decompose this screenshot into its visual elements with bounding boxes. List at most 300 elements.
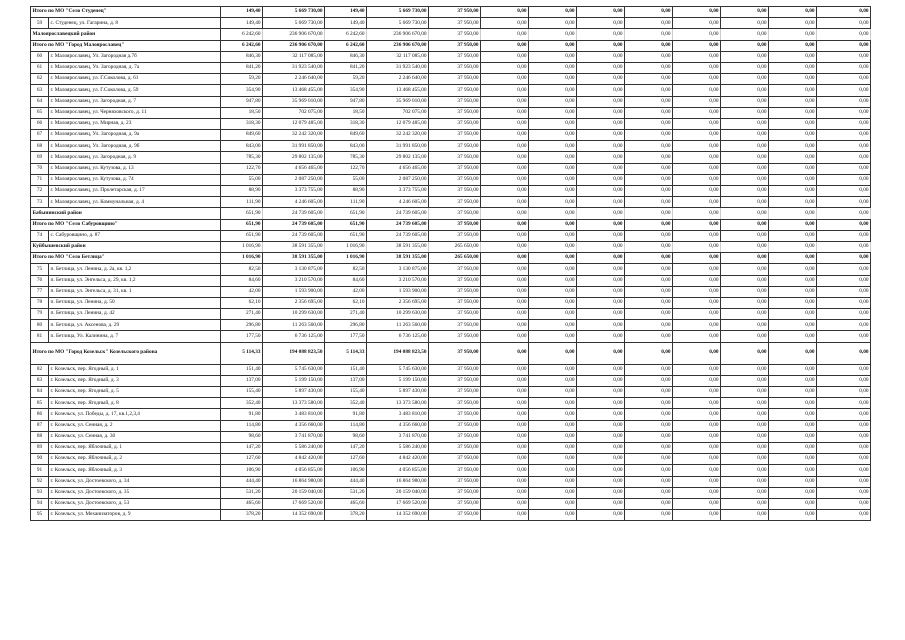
value-cell: 37 950,00 xyxy=(429,230,481,241)
address-cell: п. Бетлица, ул. Ленина, д. 50 xyxy=(49,297,221,308)
value-cell: 0,00 xyxy=(817,74,871,85)
value-cell: 0,00 xyxy=(625,241,673,252)
value-cell: 20 159 040,00 xyxy=(263,487,325,498)
value-cell: 5 669 730,00 xyxy=(367,7,429,18)
value-cell: 122,70 xyxy=(325,163,367,174)
value-cell: 5 745 630,00 xyxy=(263,364,325,375)
value-cell: 42,00 xyxy=(325,286,367,297)
value-cell: 0,00 xyxy=(673,241,721,252)
value-cell: 0,00 xyxy=(481,364,529,375)
value-cell: 0,00 xyxy=(529,275,577,286)
value-cell: 37 950,00 xyxy=(429,398,481,409)
row-number: 80 xyxy=(31,320,49,331)
value-cell: 0,00 xyxy=(529,331,577,342)
value-cell: 32 117 085,00 xyxy=(263,51,325,62)
table-row xyxy=(31,420,871,431)
table-row xyxy=(31,320,871,331)
value-cell: 5 114,33 xyxy=(221,342,263,364)
row-number: 76 xyxy=(31,275,49,286)
value-cell: 0,00 xyxy=(625,498,673,509)
value-cell: 0,00 xyxy=(625,74,673,85)
value-cell: 0,00 xyxy=(721,487,769,498)
row-number: 90 xyxy=(31,454,49,465)
value-cell: 0,00 xyxy=(577,487,625,498)
value-cell: 0,00 xyxy=(721,320,769,331)
district-label: Бабынинский район xyxy=(31,208,221,219)
address-cell: г. Малоярославец, ул. Мирная, д. 23 xyxy=(49,118,221,129)
value-cell: 0,00 xyxy=(769,96,817,107)
value-cell: 352,40 xyxy=(221,398,263,409)
value-cell: 32 242 320,00 xyxy=(263,130,325,141)
address-cell: г. Малоярославец, ул. Загородная, д. 7 xyxy=(49,96,221,107)
value-cell: 0,00 xyxy=(817,163,871,174)
value-cell: 155,40 xyxy=(221,387,263,398)
value-cell: 0,00 xyxy=(817,364,871,375)
value-cell: 0,00 xyxy=(481,118,529,129)
value-cell: 137,00 xyxy=(325,375,367,386)
value-cell: 24 739 605,00 xyxy=(367,219,429,230)
value-cell: 0,00 xyxy=(817,186,871,197)
value-cell: 0,00 xyxy=(481,230,529,241)
value-cell: 0,00 xyxy=(529,420,577,431)
value-cell: 0,00 xyxy=(529,18,577,29)
value-cell: 0,00 xyxy=(577,454,625,465)
value-cell: 6 736 125,00 xyxy=(263,331,325,342)
value-cell: 151,40 xyxy=(221,364,263,375)
value-cell: 0,00 xyxy=(625,342,673,364)
table-row xyxy=(31,454,871,465)
value-cell: 296,80 xyxy=(325,320,367,331)
district-row xyxy=(31,208,871,219)
value-cell: 0,00 xyxy=(721,465,769,476)
value-cell: 0,00 xyxy=(529,465,577,476)
table-row xyxy=(31,96,871,107)
table-row xyxy=(31,85,871,96)
row-number: 61 xyxy=(31,62,49,73)
value-cell: 651,90 xyxy=(221,219,263,230)
value-cell: 16 864 980,00 xyxy=(367,476,429,487)
row-number: 68 xyxy=(31,141,49,152)
value-cell: 37 950,00 xyxy=(429,29,481,40)
value-cell: 0,00 xyxy=(529,40,577,51)
value-cell: 0,00 xyxy=(577,264,625,275)
value-cell: 0,00 xyxy=(673,130,721,141)
value-cell: 62,10 xyxy=(325,297,367,308)
value-cell: 0,00 xyxy=(481,40,529,51)
row-number: 66 xyxy=(31,118,49,129)
value-cell: 0,00 xyxy=(673,364,721,375)
value-cell: 0,00 xyxy=(529,219,577,230)
address-cell: г. Малоярославец, ул. Г.Соколова, д. 59 xyxy=(49,85,221,96)
value-cell: 14 352 690,00 xyxy=(367,510,429,521)
value-cell: 0,00 xyxy=(481,387,529,398)
address-cell: г. Козельск, пер. Яблочный, д. 2 xyxy=(49,454,221,465)
value-cell: 0,00 xyxy=(769,465,817,476)
value-cell: 2 246 640,00 xyxy=(367,74,429,85)
value-cell: 1 593 900,00 xyxy=(263,286,325,297)
row-number: 86 xyxy=(31,409,49,420)
value-cell: 0,00 xyxy=(577,74,625,85)
subtotal-label: Итого по МО "Село Бетлица" xyxy=(31,253,221,264)
value-cell: 0,00 xyxy=(625,197,673,208)
value-cell: 0,00 xyxy=(673,152,721,163)
value-cell: 0,00 xyxy=(721,297,769,308)
value-cell: 0,00 xyxy=(529,96,577,107)
value-cell: 0,00 xyxy=(673,420,721,431)
value-cell: 0,00 xyxy=(529,7,577,18)
address-cell: п. Бетлица, ул. Ленина, д. 42 xyxy=(49,309,221,320)
value-cell: 0,00 xyxy=(577,197,625,208)
value-cell: 5 669 730,00 xyxy=(367,18,429,29)
value-cell: 31 991 850,00 xyxy=(263,141,325,152)
value-cell: 127,60 xyxy=(221,454,263,465)
value-cell: 4 656 465,00 xyxy=(367,163,429,174)
value-cell: 0,00 xyxy=(721,62,769,73)
value-cell: 0,00 xyxy=(673,454,721,465)
value-cell: 0,00 xyxy=(817,40,871,51)
value-cell: 5 897 430,00 xyxy=(367,387,429,398)
value-cell: 0,00 xyxy=(817,331,871,342)
value-cell: 0,00 xyxy=(769,130,817,141)
value-cell: 37 950,00 xyxy=(429,510,481,521)
value-cell: 444,40 xyxy=(325,476,367,487)
value-cell: 0,00 xyxy=(529,230,577,241)
table-row xyxy=(31,152,871,163)
value-cell: 24 739 605,00 xyxy=(263,230,325,241)
address-cell: г. Малоярославец, ул. Кутузова, д. 13 xyxy=(49,163,221,174)
value-cell: 0,00 xyxy=(817,62,871,73)
value-cell: 0,00 xyxy=(817,286,871,297)
value-cell: 0,00 xyxy=(481,476,529,487)
table-row xyxy=(31,74,871,85)
value-cell: 2 356 695,00 xyxy=(367,297,429,308)
value-cell: 352,40 xyxy=(325,398,367,409)
value-cell: 465,60 xyxy=(325,498,367,509)
value-cell: 24 739 605,00 xyxy=(263,208,325,219)
value-cell: 0,00 xyxy=(481,74,529,85)
value-cell: 0,00 xyxy=(577,253,625,264)
value-cell: 0,00 xyxy=(481,375,529,386)
value-cell: 29 802 135,00 xyxy=(367,152,429,163)
value-cell: 0,00 xyxy=(577,96,625,107)
value-cell: 0,00 xyxy=(529,74,577,85)
value-cell: 0,00 xyxy=(625,465,673,476)
value-cell: 0,00 xyxy=(529,398,577,409)
value-cell: 6 242,60 xyxy=(325,40,367,51)
value-cell: 0,00 xyxy=(673,286,721,297)
value-cell: 5 745 630,00 xyxy=(367,364,429,375)
value-cell: 111,90 xyxy=(325,197,367,208)
value-cell: 1 016,90 xyxy=(221,253,263,264)
value-cell: 0,00 xyxy=(481,96,529,107)
value-cell: 0,00 xyxy=(721,253,769,264)
value-cell: 0,00 xyxy=(673,409,721,420)
value-cell: 0,00 xyxy=(769,387,817,398)
value-cell: 0,00 xyxy=(577,498,625,509)
value-cell: 265 650,00 xyxy=(429,241,481,252)
value-cell: 0,00 xyxy=(481,286,529,297)
value-cell: 0,00 xyxy=(769,364,817,375)
value-cell: 0,00 xyxy=(481,219,529,230)
value-cell: 0,00 xyxy=(817,498,871,509)
value-cell: 0,00 xyxy=(481,409,529,420)
value-cell: 0,00 xyxy=(625,420,673,431)
value-cell: 0,00 xyxy=(769,409,817,420)
value-cell: 4 246 605,00 xyxy=(367,197,429,208)
value-cell: 5 199 150,00 xyxy=(367,375,429,386)
subtotal-label: Итого по МО "Город Малоярославец" xyxy=(31,40,221,51)
value-cell: 37 950,00 xyxy=(429,387,481,398)
subtotal-label: Итого по МО "Село Сабуровщино" xyxy=(31,219,221,230)
value-cell: 0,00 xyxy=(673,498,721,509)
value-cell: 32 117 085,00 xyxy=(367,51,429,62)
value-cell: 0,00 xyxy=(577,107,625,118)
value-cell: 0,00 xyxy=(529,107,577,118)
value-cell: 0,00 xyxy=(577,7,625,18)
value-cell: 651,90 xyxy=(325,219,367,230)
value-cell: 2 087 250,00 xyxy=(367,174,429,185)
value-cell: 5 669 730,00 xyxy=(263,7,325,18)
address-cell: г. Малоярославец, ул. Загородная, д. 9 xyxy=(49,152,221,163)
value-cell: 0,00 xyxy=(817,454,871,465)
row-number: 79 xyxy=(31,309,49,320)
value-cell: 37 950,00 xyxy=(429,454,481,465)
value-cell: 0,00 xyxy=(625,364,673,375)
value-cell: 0,00 xyxy=(769,74,817,85)
value-cell: 13 373 580,00 xyxy=(263,398,325,409)
value-cell: 0,00 xyxy=(817,465,871,476)
value-cell: 24 739 605,00 xyxy=(367,230,429,241)
value-cell: 0,00 xyxy=(625,130,673,141)
value-cell: 0,00 xyxy=(817,51,871,62)
value-cell: 0,00 xyxy=(769,51,817,62)
value-cell: 0,00 xyxy=(673,275,721,286)
value-cell: 0,00 xyxy=(769,62,817,73)
value-cell: 0,00 xyxy=(481,465,529,476)
value-cell: 37 950,00 xyxy=(429,208,481,219)
table-row xyxy=(31,275,871,286)
value-cell: 3 130 875,00 xyxy=(263,264,325,275)
value-cell: 0,00 xyxy=(529,498,577,509)
value-cell: 0,00 xyxy=(625,141,673,152)
table-row xyxy=(31,431,871,442)
value-cell: 6 242,60 xyxy=(221,40,263,51)
district-row xyxy=(31,29,871,40)
row-number: 85 xyxy=(31,398,49,409)
value-cell: 0,00 xyxy=(529,51,577,62)
value-cell: 12 079 485,00 xyxy=(367,118,429,129)
table-row xyxy=(31,286,871,297)
value-cell: 37 950,00 xyxy=(429,130,481,141)
value-cell: 0,00 xyxy=(817,342,871,364)
value-cell: 0,00 xyxy=(817,107,871,118)
value-cell: 2 356 695,00 xyxy=(263,297,325,308)
value-cell: 0,00 xyxy=(769,398,817,409)
value-cell: 271,40 xyxy=(325,309,367,320)
value-cell: 0,00 xyxy=(673,309,721,320)
value-cell: 3 130 875,00 xyxy=(367,264,429,275)
value-cell: 6 736 125,00 xyxy=(367,331,429,342)
value-cell: 0,00 xyxy=(769,163,817,174)
value-cell: 0,00 xyxy=(769,7,817,18)
value-cell: 0,00 xyxy=(769,431,817,442)
value-cell: 0,00 xyxy=(817,297,871,308)
value-cell: 37 950,00 xyxy=(429,264,481,275)
value-cell: 13 468 455,00 xyxy=(367,85,429,96)
value-cell: 149,40 xyxy=(221,7,263,18)
value-cell: 38 591 355,00 xyxy=(263,241,325,252)
value-cell: 0,00 xyxy=(721,51,769,62)
value-cell: 4 056 855,00 xyxy=(263,465,325,476)
value-cell: 0,00 xyxy=(721,431,769,442)
value-cell: 354,90 xyxy=(325,85,367,96)
value-cell: 0,00 xyxy=(673,7,721,18)
value-cell: 0,00 xyxy=(673,320,721,331)
value-cell: 0,00 xyxy=(769,141,817,152)
value-cell: 0,00 xyxy=(817,197,871,208)
value-cell: 0,00 xyxy=(673,398,721,409)
value-cell: 37 950,00 xyxy=(429,141,481,152)
value-cell: 0,00 xyxy=(481,51,529,62)
value-cell: 14 352 690,00 xyxy=(263,510,325,521)
value-cell: 0,00 xyxy=(577,510,625,521)
row-number: 64 xyxy=(31,96,49,107)
value-cell: 149,40 xyxy=(221,18,263,29)
value-cell: 37 950,00 xyxy=(429,7,481,18)
value-cell: 0,00 xyxy=(721,420,769,431)
value-cell: 0,00 xyxy=(721,286,769,297)
subtotal-row xyxy=(31,40,871,51)
value-cell: 5 114,33 xyxy=(325,342,367,364)
value-cell: 0,00 xyxy=(577,409,625,420)
value-cell: 0,00 xyxy=(721,387,769,398)
value-cell: 0,00 xyxy=(769,29,817,40)
table-row xyxy=(31,375,871,386)
value-cell: 0,00 xyxy=(817,320,871,331)
address-cell: п. Бетлица, ул. Ленина, д. 2а, кв. 1,2 xyxy=(49,264,221,275)
value-cell: 0,00 xyxy=(673,40,721,51)
value-cell: 12 079 485,00 xyxy=(263,118,325,129)
value-cell: 151,40 xyxy=(325,364,367,375)
value-cell: 4 656 465,00 xyxy=(263,163,325,174)
table-row xyxy=(31,163,871,174)
address-cell: г. Козельск, пер. Яблочный, д. 1 xyxy=(49,442,221,453)
value-cell: 0,00 xyxy=(673,186,721,197)
value-cell: 2 246 640,00 xyxy=(263,74,325,85)
value-cell: 0,00 xyxy=(769,309,817,320)
value-cell: 0,00 xyxy=(529,487,577,498)
address-cell: с. Студенец, ул. Гагарина, д. 8 xyxy=(49,18,221,29)
value-cell: 0,00 xyxy=(721,107,769,118)
value-cell: 947,80 xyxy=(221,96,263,107)
value-cell: 0,00 xyxy=(721,197,769,208)
value-cell: 37 950,00 xyxy=(429,342,481,364)
table-row xyxy=(31,364,871,375)
value-cell: 0,00 xyxy=(529,29,577,40)
address-cell: п. Бетлица, Ул. Калинина, д. 7 xyxy=(49,331,221,342)
value-cell: 0,00 xyxy=(673,163,721,174)
value-cell: 127,60 xyxy=(325,454,367,465)
value-cell: 0,00 xyxy=(673,442,721,453)
value-cell: 0,00 xyxy=(625,387,673,398)
value-cell: 0,00 xyxy=(625,331,673,342)
value-cell: 444,40 xyxy=(221,476,263,487)
row-number: 72 xyxy=(31,186,49,197)
table-row xyxy=(31,309,871,320)
value-cell: 0,00 xyxy=(673,230,721,241)
value-cell: 465,60 xyxy=(221,498,263,509)
value-cell: 0,00 xyxy=(481,297,529,308)
subtotal-row xyxy=(31,253,871,264)
table-row xyxy=(31,297,871,308)
value-cell: 0,00 xyxy=(625,398,673,409)
value-cell: 0,00 xyxy=(577,186,625,197)
value-cell: 0,00 xyxy=(721,275,769,286)
value-cell: 0,00 xyxy=(721,96,769,107)
value-cell: 0,00 xyxy=(769,40,817,51)
value-cell: 147,20 xyxy=(221,442,263,453)
value-cell: 0,00 xyxy=(721,18,769,29)
value-cell: 0,00 xyxy=(529,409,577,420)
value-cell: 0,00 xyxy=(769,297,817,308)
value-cell: 0,00 xyxy=(817,442,871,453)
row-number: 95 xyxy=(31,510,49,521)
value-cell: 0,00 xyxy=(817,275,871,286)
table-row xyxy=(31,18,871,29)
value-cell: 37 950,00 xyxy=(429,18,481,29)
value-cell: 111,90 xyxy=(221,197,263,208)
value-cell: 37 950,00 xyxy=(429,286,481,297)
value-cell: 1 016,90 xyxy=(325,253,367,264)
address-cell: г. Козельск, пер. Яблочный, д. 3 xyxy=(49,465,221,476)
row-number: 88 xyxy=(31,431,49,442)
value-cell: 0,00 xyxy=(769,510,817,521)
value-cell: 0,00 xyxy=(577,85,625,96)
value-cell: 947,80 xyxy=(325,96,367,107)
value-cell: 0,00 xyxy=(625,208,673,219)
value-cell: 0,00 xyxy=(481,498,529,509)
value-cell: 0,00 xyxy=(817,174,871,185)
value-cell: 0,00 xyxy=(529,431,577,442)
value-cell: 265 650,00 xyxy=(429,253,481,264)
value-cell: 0,00 xyxy=(577,331,625,342)
value-cell: 35 969 010,00 xyxy=(367,96,429,107)
value-cell: 0,00 xyxy=(769,498,817,509)
value-cell: 702 075,00 xyxy=(367,107,429,118)
value-cell: 2 087 250,00 xyxy=(263,174,325,185)
row-number: 89 xyxy=(31,442,49,453)
value-cell: 0,00 xyxy=(673,387,721,398)
value-cell: 0,00 xyxy=(577,208,625,219)
value-cell: 0,00 xyxy=(673,18,721,29)
address-cell: г. Козельск, ул. Достоевского, д. 34 xyxy=(49,476,221,487)
value-cell: 0,00 xyxy=(625,487,673,498)
value-cell: 4 842 420,00 xyxy=(263,454,325,465)
value-cell: 0,00 xyxy=(817,398,871,409)
value-cell: 0,00 xyxy=(625,62,673,73)
table-row xyxy=(31,230,871,241)
value-cell: 6 242,60 xyxy=(221,29,263,40)
value-cell: 37 950,00 xyxy=(429,465,481,476)
value-cell: 0,00 xyxy=(673,197,721,208)
value-cell: 849,60 xyxy=(221,130,263,141)
table-row xyxy=(31,387,871,398)
value-cell: 0,00 xyxy=(625,476,673,487)
row-number: 91 xyxy=(31,465,49,476)
value-cell: 0,00 xyxy=(625,7,673,18)
value-cell: 155,40 xyxy=(325,387,367,398)
value-cell: 0,00 xyxy=(769,476,817,487)
